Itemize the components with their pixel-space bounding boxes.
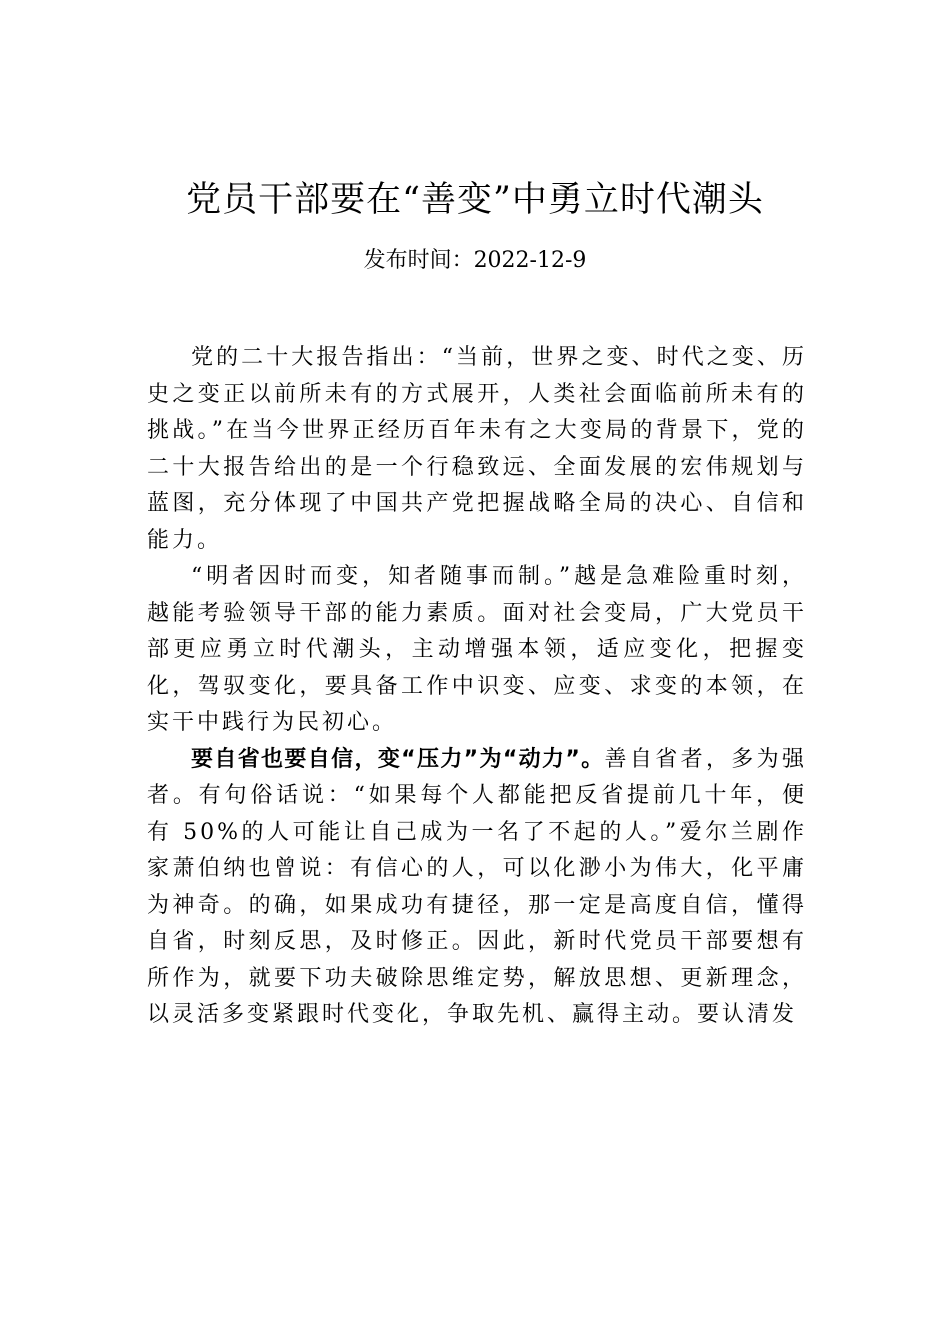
publish-date: 发布时间：2022-12-9 bbox=[363, 248, 587, 273]
paragraph-3 bbox=[147, 742, 807, 1034]
document-title: 党员干部要在“善变”中勇立时代潮头 bbox=[186, 180, 764, 220]
paragraph-2 bbox=[147, 559, 807, 742]
paragraph-lead-heading: 要自省也要自信，变“压力”为“动力”。 bbox=[191, 746, 605, 772]
paragraph-text: 善自省者，多为强者。有句俗话说：“如果每个人都能把反省提前几十年，便有 50%的人可能让自己成为一名了不起的人。”爱尔兰剧作家萧伯纳也曾说：有信心的人，可以化渺小为伟大，化平庸为神奇。的确，如果成功有捷径，那一定是高度自信，懂得自省，时刻反思，及时修正。因此，新时代党员干部要想有所作为，就要下功夫破除思维定势，解放思想、更新理念，以灵活多变紧跟时代变化，争取先机、赢得主动。要认清发 bbox=[147, 746, 807, 1027]
paragraph-text: 党的二十大报告指出：“当前，世界之变、时代之变、历史之变正以前所未有的方式展开，人类社会面临前所未有的挑战。”在当今世界正经历百年未有之大变局的背景下，党的二十大报告给出的是一个行稳致远、全面发展的宏伟规划与蓝图，充分体现了中国共产党把握战略全局的决心、自信和能力。 bbox=[147, 345, 807, 553]
article-body bbox=[147, 340, 807, 1034]
paragraph-text: “明者因时而变，知者随事而制。”越是急难险重时刻，越能考验领导干部的能力素质。面对社会变局，广大党员干部更应勇立时代潮头，主动增强本领，适应变化，把握变化，驾驭变化，要具备工作中识变、应变、求变的本领，在实干中践行为民初心。 bbox=[147, 564, 807, 735]
paragraph-1 bbox=[147, 340, 807, 559]
